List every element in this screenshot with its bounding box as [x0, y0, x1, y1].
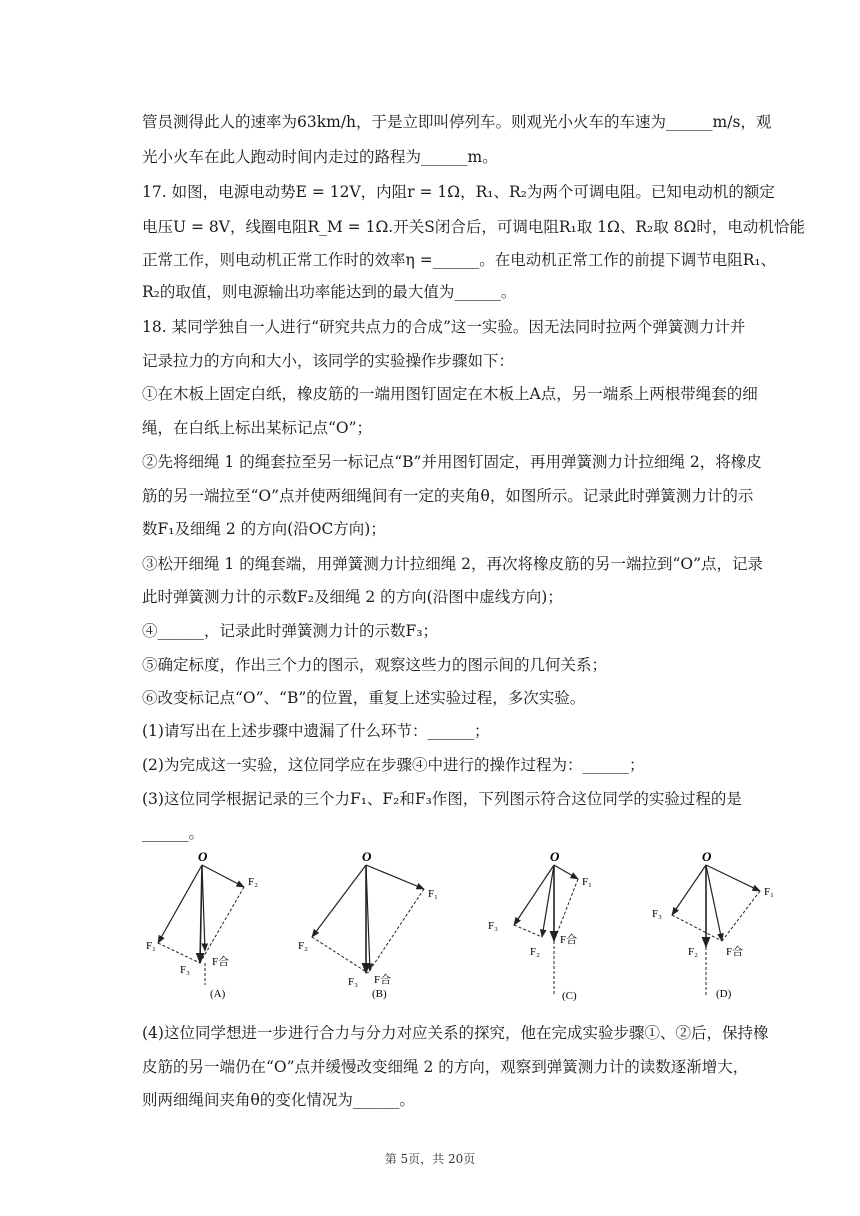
label-f3: F₃ — [652, 908, 662, 920]
label-origin: O — [702, 849, 712, 864]
text-line: 记录拉力的方向和大小，该同学的实验操作步骤如下： — [142, 352, 515, 370]
text-line: 绳，在白纸上标出某标记点“O”； — [142, 419, 373, 437]
text-line: 光小火车在此人跑动时间内走过的路程为______m。 — [142, 148, 498, 166]
label-f2: F₂ — [248, 876, 258, 888]
label-fhe: F合 — [560, 934, 578, 946]
label-f1: F₁ — [428, 888, 438, 900]
caption-c: (C) — [562, 990, 577, 1002]
page-footer: 第 5页，共 20页 — [384, 1152, 476, 1166]
label-f3: F₃ — [488, 920, 498, 932]
label-f3: F₃ — [348, 976, 358, 988]
figure-a — [140, 845, 270, 1005]
text-line: (1)请写出在上述步骤中遗漏了什么环节：______； — [142, 722, 490, 740]
text-line: ①在木板上固定白纸，橡皮筋的一端用图钉固定在木板上A点，另一端系上两根带绳套的细 — [142, 385, 758, 403]
label-f3: F₃ — [180, 964, 190, 976]
text-line: ④______，记录此时弹簧测力计的示数F₃； — [142, 622, 438, 640]
label-fhe: F合 — [726, 946, 744, 958]
text-line: (4)这位同学想进一步进行合力与分力对应关系的探究，他在完成实验步骤①、②后，保持橡 — [142, 1024, 769, 1042]
label-f2: F₂ — [298, 940, 308, 952]
text-line: 数F₁及细绳 2 的方向(沿OC方向)； — [142, 520, 386, 538]
text-line: 管员测得此人的速率为63km/h，于是立即叫停列车。则观光小火车的车速为______m/s，观 — [142, 113, 772, 131]
text-line: ______。 — [142, 824, 205, 842]
label-f1: F₁ — [582, 876, 592, 888]
figure-d — [640, 845, 790, 1005]
text-line: (2)为完成这一实验，这位同学应在步骤④中进行的操作过程为：______； — [142, 756, 645, 774]
figure-b — [290, 845, 450, 1005]
text-line: ⑤确定标度，作出三个力的图示，观察这些力的图示间的几何关系； — [142, 656, 608, 674]
label-f2: F₂ — [688, 946, 698, 958]
text-line: ③松开细绳 1 的绳套端，用弹簧测力计拉细绳 2，再次将橡皮筋的另一端拉到“O”点，记录 — [142, 555, 764, 573]
text-line: ⑥改变标记点“O”、“B”的位置，重复上述实验过程，多次实验。 — [142, 689, 586, 707]
label-f2: F₂ — [530, 946, 540, 958]
text-line: 皮筋的另一端仍在“O”点并缓慢改变细绳 2 的方向，观察到弹簧测力计的读数逐渐增大， — [142, 1058, 749, 1076]
text-line: 此时弹簧测力计的示数F₂及细绳 2 的方向(沿图中虚线方向)； — [142, 588, 563, 606]
text-line: R₂的取值，则电源输出功率能达到的最大值为______。 — [142, 283, 517, 301]
text-line: (3)这位同学根据记录的三个力F₁、F₂和F₃作图，下列图示符合这位同学的实验过程的是 — [142, 790, 742, 808]
text-line: 电压U = 8V，线圈电阻R_M = 1Ω.开关S闭合后，可调电阻R₁取 1Ω、R₂取 8Ω时，电动机恰能 — [142, 218, 805, 236]
text-line: 则两细绳间夹角θ的变化情况为______。 — [142, 1091, 415, 1109]
label-origin: O — [550, 849, 560, 864]
label-f1: F₁ — [764, 886, 774, 898]
label-f1: F₁ — [146, 940, 156, 952]
text-line: 17. 如图，电源电动势E = 12V，内阻r = 1Ω，R₁、R₂为两个可调电阻。已知电动机的额定 — [142, 183, 775, 201]
text-line: 正常工作，则电动机正常工作时的效率η =______。在电动机正常工作的前提下调节电阻R₁、 — [142, 251, 777, 269]
label-origin: O — [198, 849, 208, 864]
label-origin: O — [362, 849, 372, 864]
label-fhe: F合 — [212, 956, 230, 968]
text-line: 18. 某同学独自一人进行“研究共点力的合成”这一实验。因无法同时拉两个弹簧测力计并 — [142, 318, 746, 336]
caption-b: (B) — [372, 988, 387, 1000]
caption-a: (A) — [210, 988, 226, 1000]
figure-c — [480, 845, 620, 1005]
text-line: 筋的另一端拉至“O”点并使两细绳间有一定的夹角θ，如图所示。记录此时弹簧测力计的示 — [142, 487, 754, 505]
text-line: ②先将细绳 1 的绳套拉至另一标记点“B”并用图钉固定，再用弹簧测力计拉细绳 2，将橡皮 — [142, 453, 762, 471]
label-fhe: F合 — [374, 974, 392, 986]
caption-d: (D) — [716, 988, 732, 1000]
